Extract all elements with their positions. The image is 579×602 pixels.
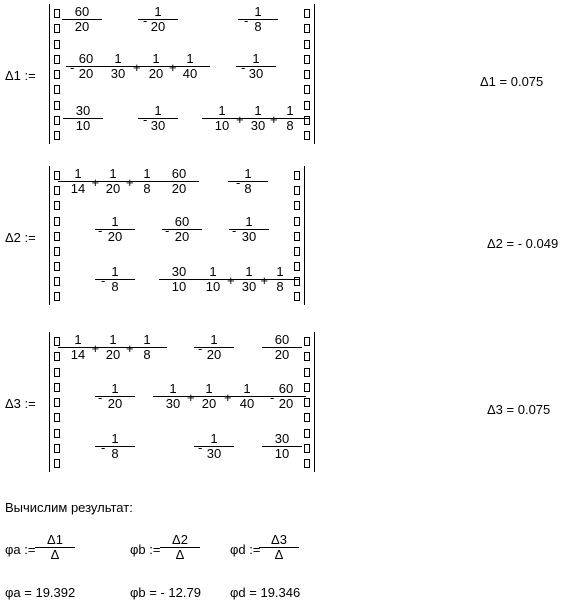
minus-sign: - [232,223,237,238]
fraction-numerator: 1 [109,332,117,347]
placeholder-marker [304,413,310,422]
placeholder-marker [54,429,60,438]
fraction-denominator: 10 [193,279,233,294]
matrix-fraction [270,104,310,133]
placeholder-marker [54,131,60,140]
phi-d-denominator: Δ [259,547,299,562]
placeholder-marker [294,186,300,195]
fraction-denominator: 20 [159,181,199,196]
fraction-denominator: 20 [136,66,176,81]
fraction-denominator: 20 [162,229,202,244]
placeholder-marker [304,9,310,18]
determinant-left-bar [49,332,50,472]
fraction-denominator: 20 [95,396,135,411]
minus-sign: - [143,13,148,28]
matrix-fraction [236,52,276,81]
minus-sign: - [98,390,103,405]
plus-sign: + [227,273,235,288]
fraction-numerator: 1 [210,332,218,347]
delta2-result: Δ2 = - 0.049 [487,236,559,251]
fraction-denominator: 30 [98,66,138,81]
phi-a-denominator: Δ [35,547,75,562]
placeholder-marker [304,368,310,377]
fraction-numerator: 1 [143,332,151,347]
fraction-numerator: 1 [74,166,82,181]
matrix-fraction [266,382,306,411]
results-caption: Вычислим результат: [5,500,133,515]
phi-b-denominator: Δ [160,547,200,562]
delta1-result: Δ1 = 0.075 [480,74,544,89]
plus-sign: + [236,112,244,127]
matrix-fraction [229,215,269,244]
fraction-denominator: 8 [95,446,135,461]
fraction-denominator: 20 [266,396,306,411]
placeholder-marker [54,262,60,271]
fraction-numerator: 1 [205,381,213,396]
matrix-fraction [138,104,178,133]
phi-a-fraction [35,533,75,562]
fraction-denominator: 20 [93,181,133,196]
fraction-numerator: 1 [209,264,217,279]
minus-sign: - [236,175,241,190]
placeholder-marker [54,70,60,79]
minus-sign: - [198,440,203,455]
placeholder-marker [54,55,60,64]
fraction-denominator: 20 [262,347,302,362]
fraction-numerator: 1 [111,381,119,396]
fraction-denominator: 30 [194,446,234,461]
placeholder-marker [304,444,310,453]
placeholder-marker [54,444,60,453]
placeholder-marker [54,24,60,33]
matrix-fraction [95,265,135,294]
phi-a-result: φa = 19.392 [5,585,76,600]
delta1-assign-label: Δ1 := [5,68,36,83]
fraction-numerator: 1 [114,51,122,66]
minus-sign: - [101,440,106,455]
phi-b-lhs: φb := [130,542,161,557]
plus-sign: + [260,273,269,288]
fraction-denominator: 8 [260,279,300,294]
placeholder-marker [54,201,60,210]
fraction-denominator: 8 [228,181,268,196]
placeholder-marker [54,247,60,256]
matrix-fraction [262,333,302,362]
fraction-numerator: 30 [171,264,187,279]
placeholder-marker [304,429,310,438]
fraction-numerator: 1 [154,103,162,118]
matrix-fraction [95,215,135,244]
matrix-fraction [162,215,202,244]
placeholder-marker [54,116,60,125]
matrix-fraction [159,167,199,196]
minus-sign: - [143,112,148,127]
phi-b-fraction [160,533,200,562]
fraction-numerator: 60 [78,51,94,66]
fraction-denominator: 30 [236,66,276,81]
plus-sign: + [126,175,134,190]
fraction-denominator: 8 [127,347,167,362]
fraction-numerator: 60 [74,4,90,19]
matrix-fraction [170,52,210,81]
placeholder-marker [54,398,60,407]
matrix-fraction [189,382,229,411]
placeholder-marker [54,232,60,241]
fraction-denominator: 10 [159,279,199,294]
phi-a-numerator: Δ1 [47,532,63,547]
phi-d-result: φd = 19.346 [230,585,301,600]
fraction-denominator: 30 [138,118,178,133]
placeholder-marker [294,201,300,210]
placeholder-marker [304,459,310,468]
fraction-denominator: 20 [189,396,229,411]
fraction-denominator: 8 [238,19,278,34]
fraction-numerator: 1 [245,214,253,229]
fraction-numerator: 1 [111,431,119,446]
placeholder-marker [54,277,60,286]
matrix-fraction [95,432,135,461]
fraction-numerator: 1 [218,103,226,118]
delta3-result: Δ3 = 0.075 [487,402,551,417]
determinant-right-bar [314,332,315,472]
phi-b-numerator: Δ2 [172,532,188,547]
placeholder-marker [304,85,310,94]
matrix-fraction [62,5,102,34]
determinant-left-bar [49,166,50,305]
phi-d-fraction [259,533,299,562]
delta2-assign-label: Δ2 := [5,230,36,245]
matrix-fraction [194,432,234,461]
minus-sign: - [198,341,203,356]
minus-sign: - [270,390,275,405]
fraction-numerator: 1 [186,51,194,66]
fraction-denominator: 20 [62,19,102,34]
fraction-numerator: 1 [243,381,251,396]
fraction-denominator: 8 [95,279,135,294]
placeholder-marker [54,383,60,392]
fraction-numerator: 60 [274,332,290,347]
plus-sign: + [126,341,134,356]
matrix-fraction [260,265,300,294]
fraction-denominator: 10 [63,118,103,133]
placeholder-marker [294,171,300,180]
plus-sign: + [91,175,100,190]
minus-sign: - [98,223,103,238]
plus-sign: + [91,341,100,356]
fraction-denominator: 20 [194,347,234,362]
phi-d-numerator: Δ3 [271,532,287,547]
fraction-denominator: 14 [58,181,98,196]
fraction-numerator: 1 [152,51,160,66]
matrix-fraction [95,382,135,411]
placeholder-marker [54,292,60,301]
determinant-left-bar [49,4,50,144]
fraction-denominator: 8 [270,118,310,133]
matrix-fraction [98,52,138,81]
fraction-numerator: 60 [174,214,190,229]
placeholder-marker [294,217,300,226]
placeholder-marker [54,368,60,377]
placeholder-marker [304,24,310,33]
phi-d-lhs: φd := [230,542,261,557]
placeholder-marker [304,337,310,346]
fraction-numerator: 30 [75,103,91,118]
fraction-numerator: 1 [111,264,119,279]
fraction-numerator: 1 [154,4,162,19]
placeholder-marker [54,9,60,18]
matrix-fraction [227,382,267,411]
fraction-numerator: 1 [210,431,218,446]
fraction-denominator: 10 [262,446,302,461]
placeholder-marker [304,55,310,64]
fraction-denominator: 30 [229,279,269,294]
placeholder-marker [54,85,60,94]
minus-sign: - [70,60,75,75]
fraction-denominator: 20 [138,19,178,34]
fraction-numerator: 60 [278,381,294,396]
matrix-fraction [228,167,268,196]
fraction-denominator: 40 [170,66,210,81]
fraction-numerator: 1 [286,103,294,118]
matrix-fraction [63,104,103,133]
fraction-numerator: 30 [274,431,290,446]
matrix-fraction [238,5,278,34]
fraction-numerator: 1 [254,4,262,19]
plus-sign: + [224,390,232,405]
plus-sign: + [270,112,278,127]
fraction-numerator: 1 [254,103,262,118]
phi-b-result: φb = - 12.79 [130,585,201,600]
fraction-denominator: 40 [227,396,267,411]
fraction-numerator: 1 [252,51,260,66]
delta3-assign-label: Δ3 := [5,396,36,411]
placeholder-marker [54,459,60,468]
minus-sign: - [101,273,106,288]
minus-sign: - [165,223,170,238]
fraction-numerator: 1 [276,264,284,279]
matrix-fraction [262,432,302,461]
determinant-right-bar [304,166,305,305]
placeholder-marker [54,217,60,226]
fraction-denominator: 30 [229,229,269,244]
fraction-numerator: 1 [109,166,117,181]
fraction-denominator: 14 [58,347,98,362]
determinant-right-bar [314,4,315,144]
placeholder-marker [294,232,300,241]
placeholder-marker [54,40,60,49]
minus-sign: - [241,60,246,75]
fraction-denominator: 30 [238,118,278,133]
matrix-fraction [127,333,167,362]
phi-a-lhs: φa := [5,542,36,557]
matrix-fraction [138,5,178,34]
fraction-numerator: 1 [143,166,151,181]
placeholder-marker [304,40,310,49]
fraction-numerator: 1 [111,214,119,229]
placeholder-marker [304,352,310,361]
fraction-numerator: 60 [171,166,187,181]
placeholder-marker [294,247,300,256]
fraction-numerator: 1 [74,332,82,347]
minus-sign: - [244,13,249,28]
fraction-denominator: 8 [127,181,167,196]
fraction-denominator: 20 [95,229,135,244]
placeholder-marker [54,101,60,110]
fraction-denominator: 20 [66,66,106,81]
fraction-numerator: 1 [169,381,177,396]
placeholder-marker [304,70,310,79]
matrix-fraction [194,333,234,362]
plus-sign: + [133,60,141,75]
plus-sign: + [187,390,195,405]
fraction-denominator: 20 [93,347,133,362]
fraction-denominator: 30 [153,396,193,411]
fraction-denominator: 10 [202,118,242,133]
plus-sign: + [169,60,177,75]
fraction-numerator: 1 [244,166,252,181]
placeholder-marker [54,413,60,422]
fraction-numerator: 1 [245,264,253,279]
